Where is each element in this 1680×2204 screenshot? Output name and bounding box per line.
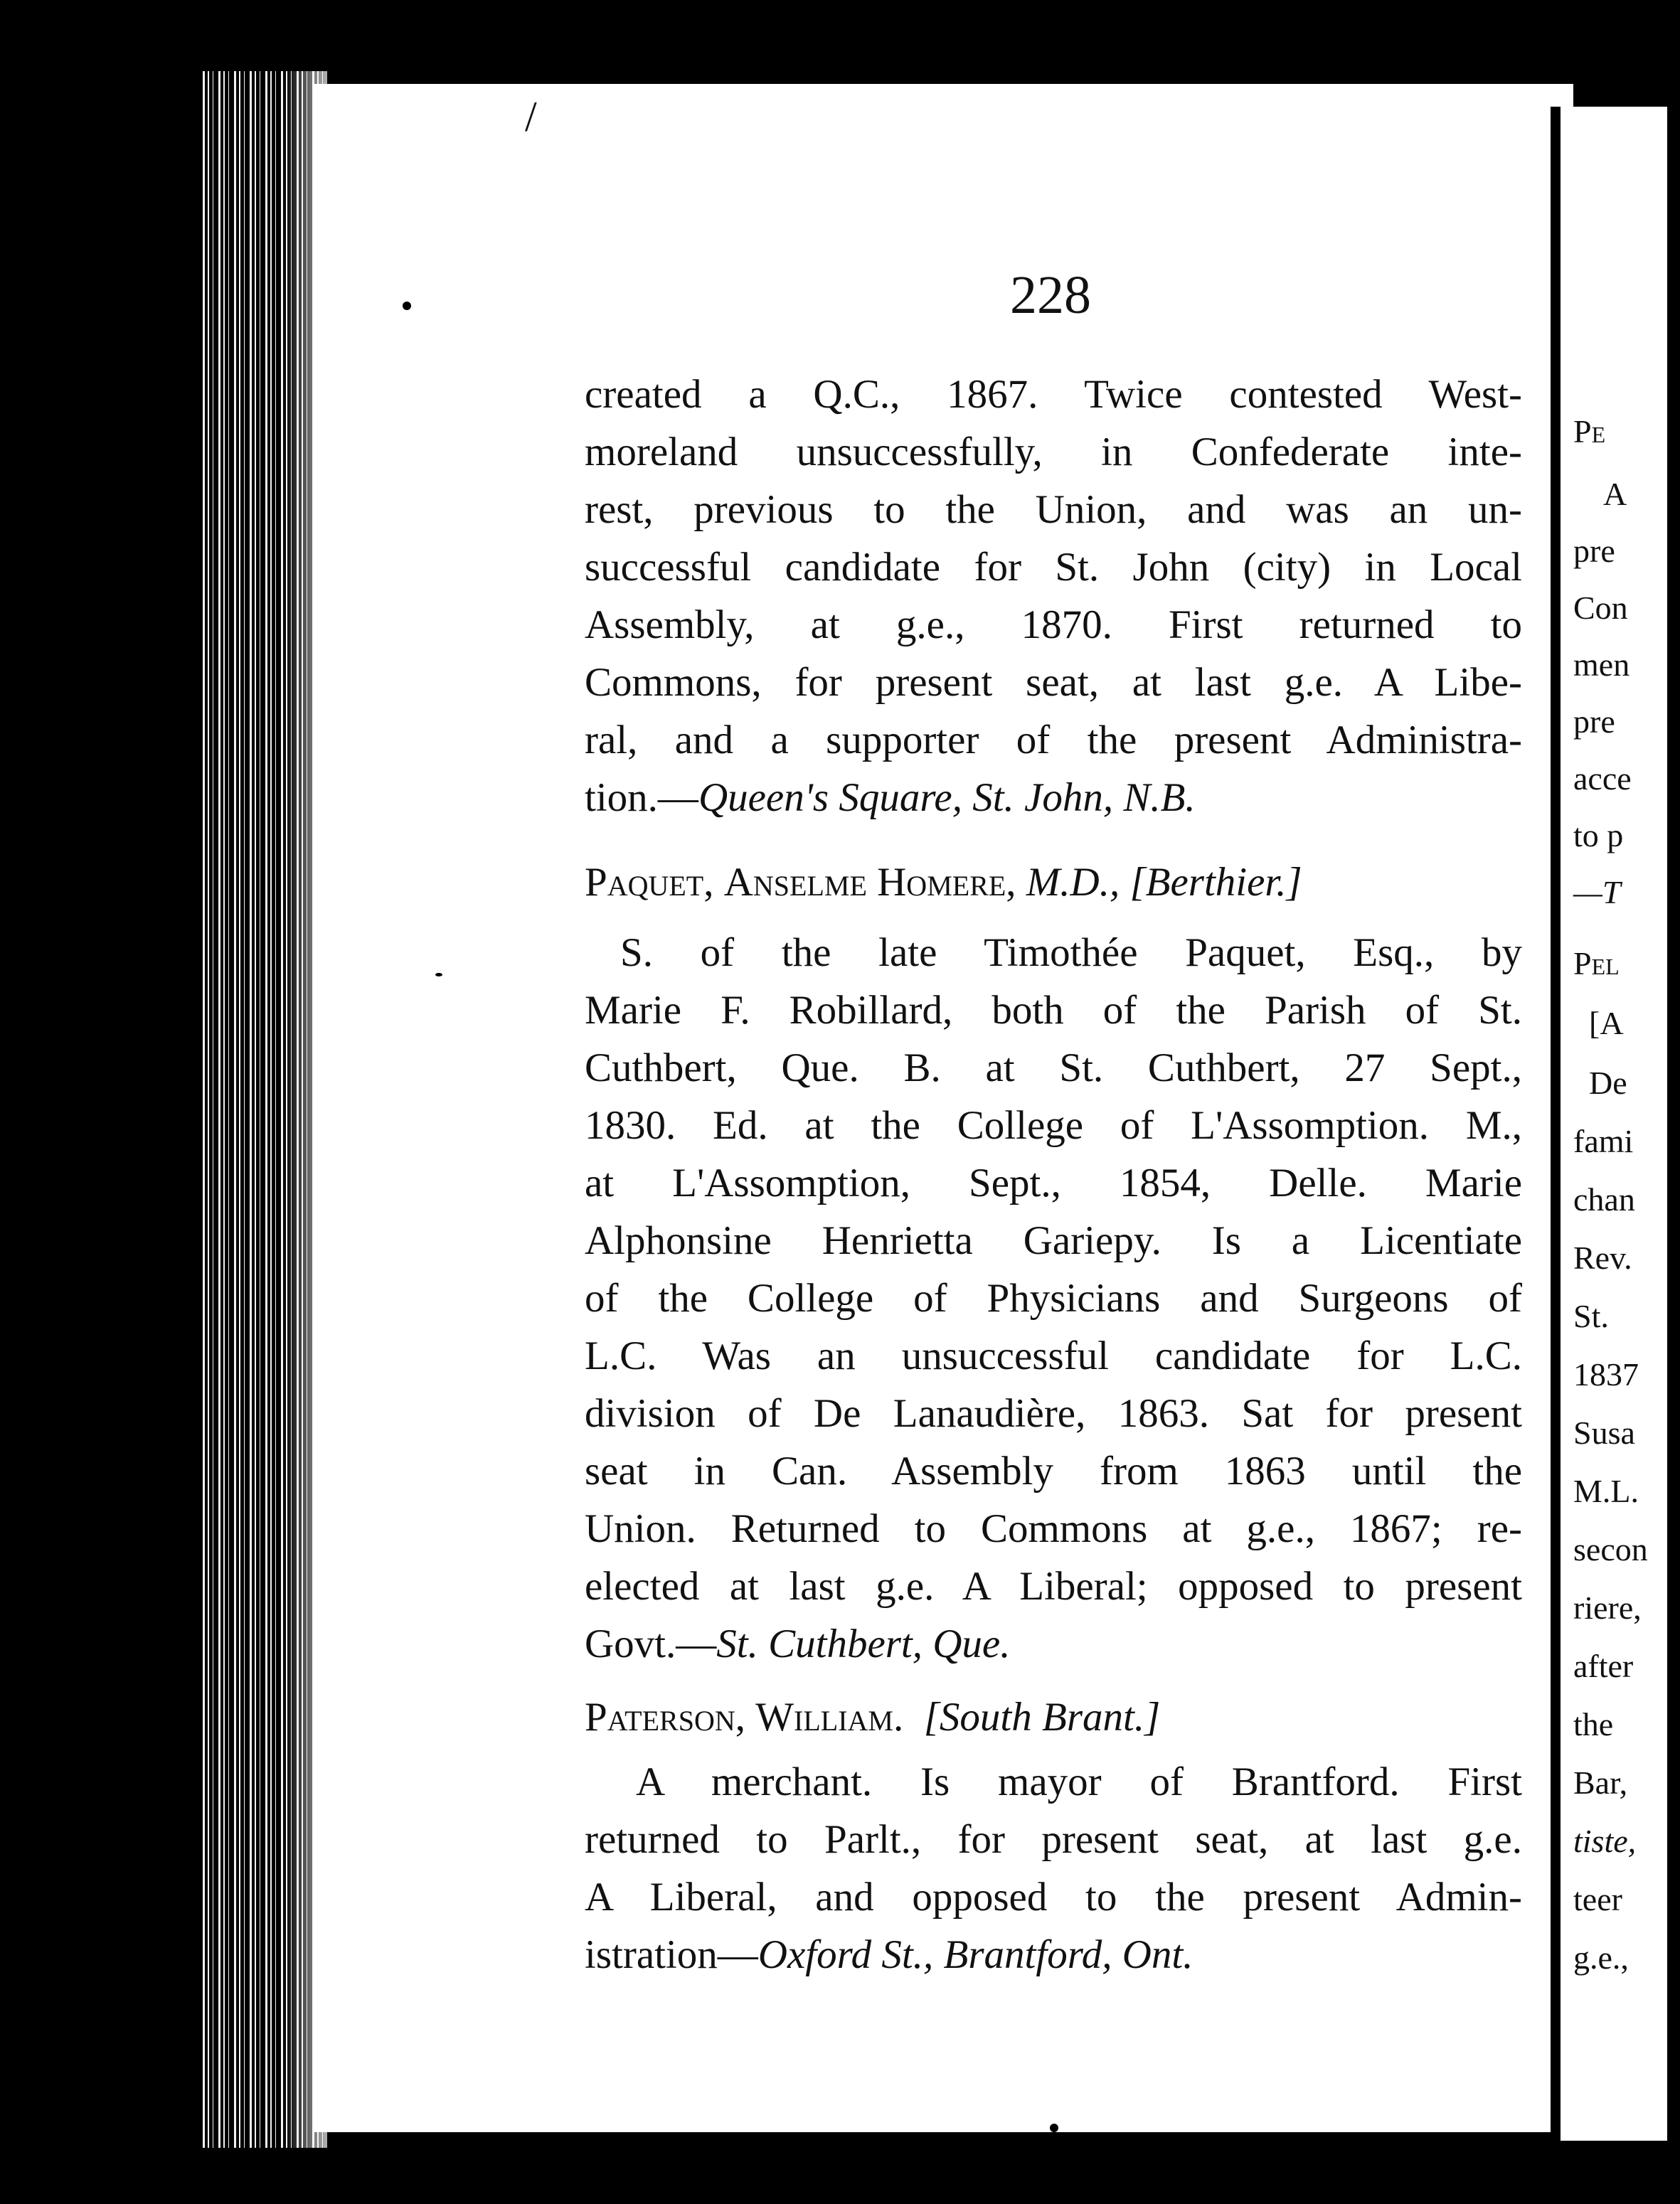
text-line: at L'Assomption, Sept., 1854, Delle. Marie bbox=[585, 1161, 1522, 1205]
entry-surname: Paquet, bbox=[585, 860, 714, 905]
adjacent-text: Pe bbox=[1573, 413, 1606, 449]
text-line: 1830. Ed. at the College of L'Assomption. M., bbox=[585, 1103, 1522, 1148]
adjacent-text: 1837 bbox=[1573, 1356, 1639, 1393]
adjacent-text: to p bbox=[1573, 817, 1624, 853]
entry-heading bbox=[585, 862, 1522, 903]
adjacent-text: the bbox=[1573, 1706, 1614, 1742]
address: Queen's Square, St. John, N.B. bbox=[698, 775, 1196, 820]
text-line: moreland unsuccessfully, in Confederate inte- bbox=[585, 430, 1522, 474]
text-line: S. of the late Timothée Paquet, Esq., by bbox=[620, 930, 1522, 975]
adjacent-text: after bbox=[1573, 1648, 1634, 1684]
adjacent-text: tiste, bbox=[1573, 1823, 1637, 1859]
text-line: Union. Returned to Commons at g.e., 1867; re- bbox=[585, 1506, 1522, 1551]
adjacent-text: Susa bbox=[1573, 1415, 1635, 1451]
adjacent-text: pre bbox=[1573, 703, 1615, 740]
text-line: A merchant. Is mayor of Brantford. First bbox=[636, 1760, 1522, 1804]
adjacent-text: g.e., bbox=[1573, 1939, 1629, 1976]
text-line: Commons, for present seat, at last g.e. A Libe- bbox=[585, 660, 1522, 705]
adjacent-text: Pel bbox=[1573, 945, 1620, 981]
adjacent-text: A bbox=[1603, 476, 1627, 512]
entry-riding: [South Brant.] bbox=[923, 1695, 1161, 1740]
margin-pencil-mark: / bbox=[525, 93, 537, 140]
margin-dot bbox=[403, 302, 411, 310]
adjacent-text: chan bbox=[1573, 1181, 1635, 1218]
text-line: rest, previous to the Union, and was an un- bbox=[585, 487, 1522, 532]
adjacent-text: Rev. bbox=[1573, 1240, 1632, 1276]
line-prefix: tion.— bbox=[585, 775, 698, 820]
line-prefix: istration— bbox=[585, 1932, 758, 1977]
text-line: returned to Parlt., for present seat, at last g.e. bbox=[585, 1817, 1522, 1862]
entry-heading bbox=[585, 1695, 1522, 1740]
adjacent-text: teer bbox=[1573, 1881, 1622, 1917]
entry-given-names: Anselme Homere, bbox=[723, 860, 1016, 905]
text-line: Alphonsine Henrietta Gariepy. Is a Licentiate bbox=[585, 1218, 1522, 1263]
adjacent-page-edge bbox=[1551, 107, 1667, 2141]
adjacent-text: acce bbox=[1573, 760, 1632, 797]
text-line: L.C. Was an unsuccessful candidate for L.C. bbox=[585, 1333, 1522, 1378]
adjacent-text: [A bbox=[1589, 1005, 1624, 1041]
text-line: of the College of Physicians and Surgeons of bbox=[585, 1276, 1522, 1321]
adjacent-text: M.L. bbox=[1573, 1473, 1639, 1509]
text-line: ral, and a supporter of the present Administra- bbox=[585, 718, 1522, 762]
entry-degree: M.D., bbox=[1026, 860, 1120, 905]
adjacent-text: St. bbox=[1573, 1298, 1609, 1334]
adjacent-text: De bbox=[1589, 1065, 1627, 1101]
text-line: created a Q.C., 1867. Twice contested West- bbox=[585, 372, 1522, 417]
address: St. Cuthbert, Que. bbox=[716, 1622, 1011, 1666]
text-line bbox=[585, 1934, 1522, 1975]
text-line bbox=[585, 777, 1522, 818]
page-number: 228 bbox=[1010, 265, 1091, 325]
text-line: seat in Can. Assembly from 1863 until the bbox=[585, 1449, 1522, 1494]
entry-given-names: William. bbox=[755, 1695, 904, 1740]
text-line: Cuthbert, Que. B. at St. Cuthbert, 27 Sept., bbox=[585, 1045, 1522, 1090]
line-prefix: Govt.— bbox=[585, 1622, 717, 1666]
entry-surname: Paterson, bbox=[585, 1695, 745, 1740]
margin-dash bbox=[435, 973, 442, 976]
text-line bbox=[585, 1624, 1522, 1664]
address: Oxford St., Brantford, Ont. bbox=[757, 1932, 1193, 1977]
entry-riding: [Berthier.] bbox=[1129, 860, 1302, 905]
adjacent-text: Bar, bbox=[1573, 1764, 1628, 1801]
text-line: Assembly, at g.e., 1870. First returned to bbox=[585, 602, 1522, 647]
text-line: successful candidate for St. John (city) in Local bbox=[585, 545, 1522, 590]
text-line: elected at last g.e. A Liberal; opposed to present bbox=[585, 1564, 1522, 1609]
adjacent-text: fami bbox=[1573, 1123, 1634, 1159]
bottom-dot bbox=[1050, 2124, 1058, 2132]
adjacent-text: pre bbox=[1573, 533, 1615, 569]
adjacent-text: secon bbox=[1573, 1531, 1648, 1567]
text-line: division of De Lanaudière, 1863. Sat for present bbox=[585, 1391, 1522, 1436]
adjacent-text: men bbox=[1573, 646, 1630, 683]
adjacent-text: Con bbox=[1573, 590, 1628, 626]
text-line: Marie F. Robillard, both of the Parish of St. bbox=[585, 988, 1522, 1033]
adjacent-text: —T bbox=[1573, 874, 1621, 910]
text-line: A Liberal, and opposed to the present Admin- bbox=[585, 1875, 1522, 1920]
adjacent-text: riere, bbox=[1573, 1590, 1642, 1626]
